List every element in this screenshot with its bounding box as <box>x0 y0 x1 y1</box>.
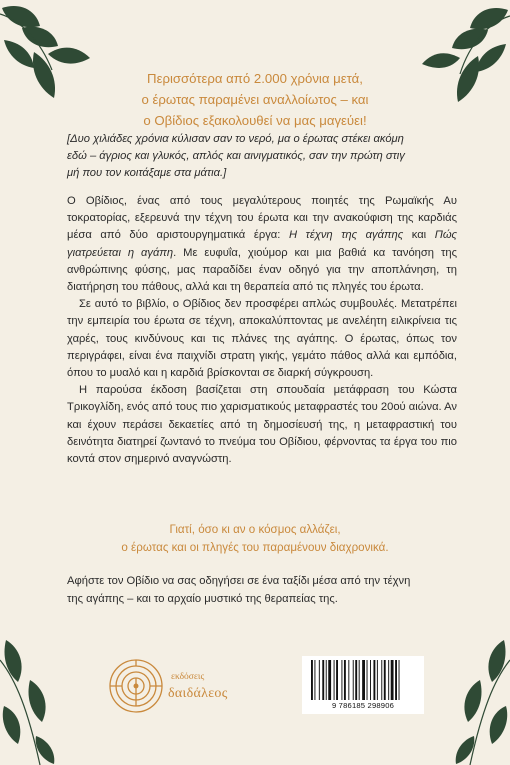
bottom-left-leaf-branch-icon <box>0 640 70 765</box>
paragraph-3: Η παρούσα έκδοση βασίζεται στη σπουδαία μετάφραση του Κώστα Τρικογλίδη, ενός από τους πιο χαρισματικούς μεταφραστές του 20ού αιώνα. Αν και έχουν περάσει δεκαετίες από τη δημοσίευσή της, η μεταφραστική του δεινότητα διατηρεί ζωντανό το πνεύμα του Οβίδιου, φέρνοντας τα έργα του πιο κοντά στον σημερινό αναγνώστη. <box>67 384 457 466</box>
tagline-line-3: ο Οβίδιος εξακολουθεί να μας μαγεύει! <box>143 113 367 128</box>
closing-line-2: ο έρωτας και οι πληγές του παραμένουν διαχρονικά. <box>121 541 389 554</box>
invitation-line-1: Αφήστε τον Οβίδιο να σας οδηγήσει σε ένα ταξίδι μέσα από την τέχνη <box>67 575 411 587</box>
work-title-art-of-love: Η τέχνη της αγάπης <box>288 229 404 242</box>
tagline-line-1: Περισσότερα από 2.000 χρόνια μετά, <box>147 71 363 86</box>
isbn-barcode <box>302 656 424 714</box>
work-title-remedies-of-love: Πώς γιατρεύεται η αγάπη <box>67 229 457 259</box>
paragraph-1-text-c: . Με ευφυΐα, χιούμορ και μια βαθιά κα τανόηση της ανθρώπινης φύσης, μας παραδίδει έναν οδηγό για την αποπλάνηση, τη διατήρηση του πάθους, αλλά και τη θεραπεία από τις πληγές του έρωτα. <box>67 246 457 294</box>
closing-statement <box>60 521 450 557</box>
quote-line-1: [Δυο χιλιάδες χρόνια κύλισαν σαν το νερό, μα ο έρωτας στέκει ακόμη <box>67 133 404 145</box>
bottom-right-leaf-branch-icon <box>440 640 510 765</box>
publisher-label: εκδόσεις <box>171 672 205 682</box>
invitation-text <box>67 573 457 608</box>
paragraph-1 <box>67 193 457 296</box>
publisher-logo <box>108 655 238 717</box>
quote-line-3: μή που τον κοιτάξαμε στα μάτια.] <box>67 167 227 179</box>
barcode-bars-icon <box>302 658 424 704</box>
invitation-line-2: της αγάπης – και το αρχαίο μυστικό της θεραπείας της. <box>67 592 338 605</box>
tagline <box>60 68 450 131</box>
italic-quote <box>67 131 457 182</box>
labyrinth-icon <box>108 658 164 714</box>
publisher-name: δαιδάλεος <box>168 686 228 701</box>
paragraph-2: Σε αυτό το βιβλίο, ο Οβίδιος δεν προσφέρει απλώς συμβουλές. Μετατρέπει την εμπειρία του έρωτα σε τέχνη, αποκαλύπτοντας με ανελέητη ειλικρίνεια τις χαρές, τους κινδύνους και τις πλάνες της αγάπης. Ο έρωτας, όπως τον περιγράφει, είναι ένα παιχνίδι στρατη γικής, γεμάτο πάθος αλλά και εμπόδια, όπου το μυαλό και η καρδιά βρίσκονται σε διαρκή σύγκρουση. <box>67 298 457 380</box>
paragraph-1-text-b: και <box>403 229 435 242</box>
isbn-number: 9 786185 298906 <box>331 701 395 710</box>
closing-line-1: Γιατί, όσο κι αν ο κόσμος αλλάζει, <box>169 523 341 536</box>
description-body <box>67 193 457 468</box>
tagline-line-2: ο έρωτας παραμένει αναλλοίωτος – και <box>141 92 369 107</box>
paragraph-1-text-a: Ο Οβίδιος, ένας από τους μεγαλύτερους ποιητές της Ρωμαϊκής Αυ τοκρατορίας, εξερευνά την τέχνη του έρωτα και την ανακούφιση της καρδιάς μέσα από δύο αριστουργηματικά έργα: <box>67 195 457 242</box>
quote-line-2: εδώ – άγριος και γλυκός, απλός και αινιγματικός, σαν την πρώτη στιγ <box>67 150 405 162</box>
